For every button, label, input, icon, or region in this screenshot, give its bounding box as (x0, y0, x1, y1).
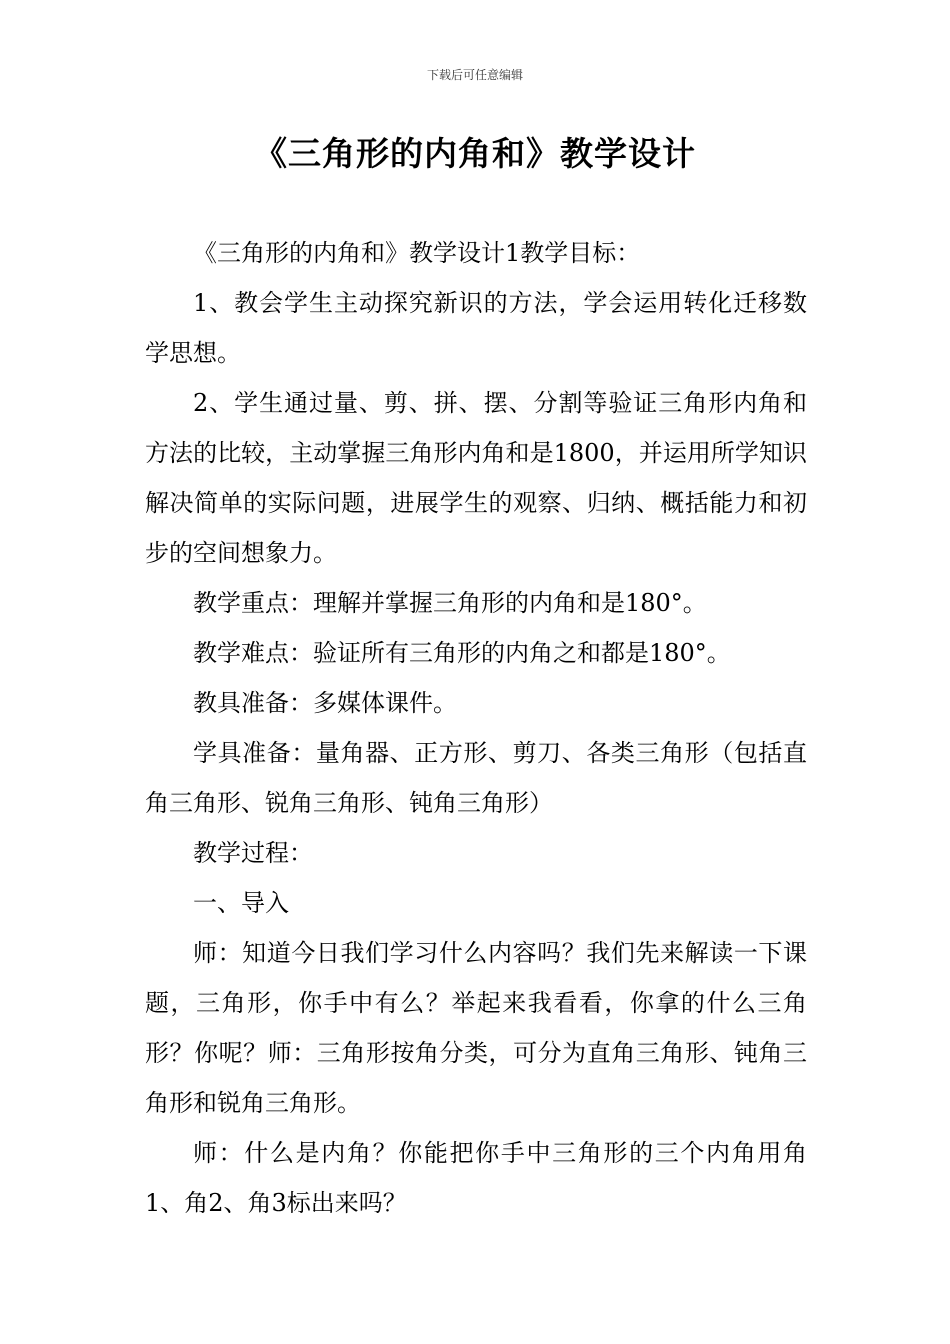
paragraph-teacher-2: 师：什么是内角？你能把你手中三角形的三个内角用角1、角2、角3标出来吗？ (145, 1139, 807, 1217)
paragraph-teacher-1: 师：知道今日我们学习什么内容吗？我们先来解读一下课题，三角形，你手中有么？举起来我看看，你拿的什么三角形？你呢？师：三角形按角分类，可分为直角三角形、钝角三角形和锐角三角形。 (145, 939, 807, 1117)
paragraph-section-intro: 一、导入 (193, 889, 289, 917)
document-body (145, 228, 807, 1228)
paragraph-key-point: 教学重点：理解并掌握三角形的内角和是180°。 (193, 589, 707, 617)
paragraph-difficulty: 教学难点：验证所有三角形的内角之和都是180°。 (193, 639, 731, 667)
paragraph-intro: 《三角形的内角和》教学设计1教学目标： (193, 239, 641, 267)
paragraph-goal-2: 2、学生通过量、剪、拼、摆、分割等验证三角形内角和方法的比较，主动掌握三角形内角和是1800，并运用所学知识解决简单的实际问题，进展学生的观察、归纳、概括能力和初步的空间想象力。 (145, 389, 807, 567)
header-note: 下载后可任意编辑 (426, 68, 523, 82)
paragraph-teaching-aids: 教具准备：多媒体课件。 (193, 689, 457, 717)
paragraph-learning-aids: 学具准备：量角器、正方形、剪刀、各类三角形（包括直角三角形、锐角三角形、钝角三角形） (145, 739, 807, 817)
paragraph-goal-1: 1、教会学生主动探究新识的方法，学会运用转化迁移数学思想。 (145, 289, 807, 367)
paragraph-process-heading: 教学过程： (193, 839, 313, 867)
document-title: 《三角形的内角和》教学设计 (254, 134, 696, 173)
